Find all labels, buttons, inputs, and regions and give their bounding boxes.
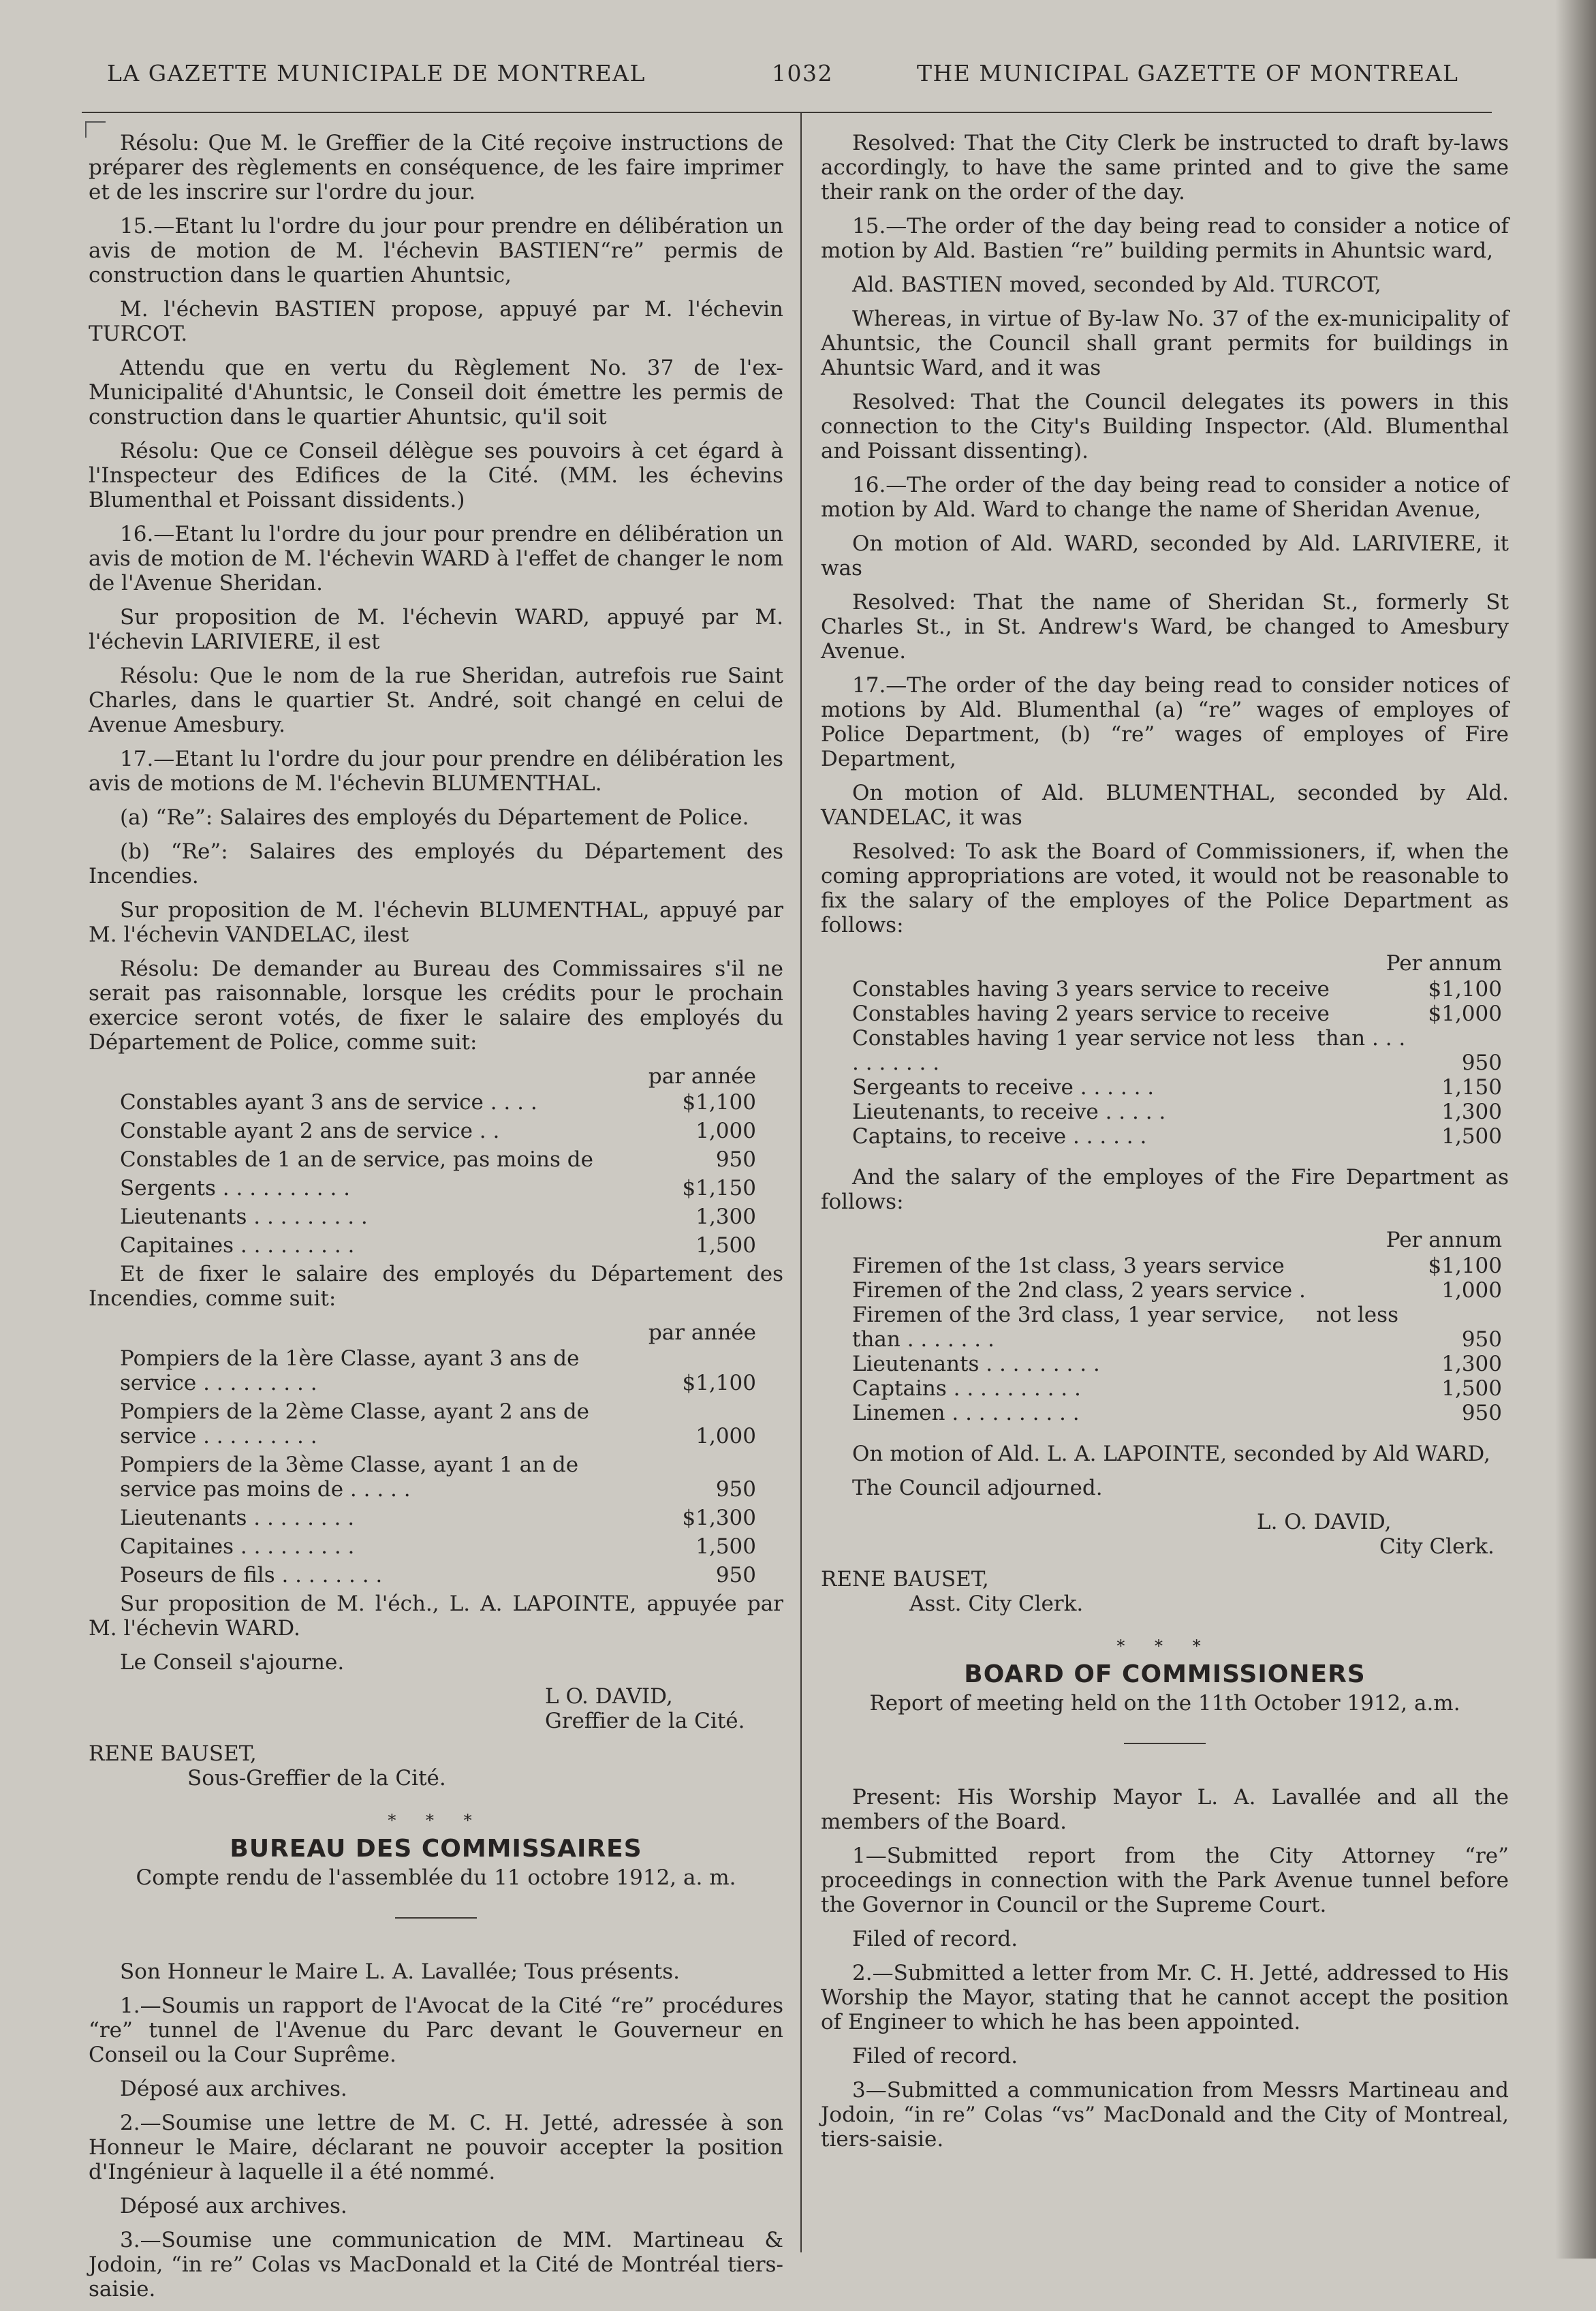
row-amount: 1,500 <box>695 1233 756 1258</box>
table-row <box>821 977 1509 1002</box>
row-label: Constables ayant 3 ans de service . . . . <box>120 1090 537 1115</box>
police-salary-head: Per annum <box>1386 951 1502 976</box>
table-row <box>821 1026 1509 1075</box>
row-label: Firemen of the 2nd class, 2 years service . <box>852 1278 1306 1303</box>
paragraph: Le Conseil s'ajourne. <box>120 1650 345 1675</box>
paragraph: (a) “Re”: Salaires des employés du Département de Police. <box>120 805 749 830</box>
header-title-english: THE MUNICIPAL GAZETTE OF MONTREAL <box>917 60 1459 87</box>
table-row <box>821 1401 1509 1425</box>
row-amount: $1,100 <box>682 1371 756 1395</box>
signature-title: Sous-Greffier de la Cité. <box>187 1766 446 1790</box>
paragraph: Déposé aux archives. <box>120 2077 347 2101</box>
row-amount: 1,000 <box>695 1119 756 1143</box>
police-salary-head: par année <box>648 1064 756 1089</box>
header-rule <box>82 112 1492 113</box>
paragraph: On motion of Ald. L. A. LAPOINTE, seconded by Ald WARD, <box>852 1442 1491 1466</box>
fire-salary-head: par année <box>648 1320 756 1345</box>
table-row <box>821 1303 1509 1352</box>
paragraph: On motion of Ald. BLUMENTHAL, seconded by Ald. VANDELAC, it was <box>821 781 1509 830</box>
paragraph: Sur proposition de M. l'échevin WARD, appuyé par M. l'échevin LARIVIERE, il est <box>89 605 783 654</box>
row-amount: 950 <box>715 1563 756 1587</box>
paragraph: 1—Submitted report from the City Attorney “re” proceedings in connection with the Park Avenue tunnel before the Governor in Council or the Supreme Court. <box>821 1844 1509 1917</box>
table-row <box>821 1100 1509 1124</box>
signature-title: Greffier de la Cité. <box>545 1709 745 1733</box>
signature-title: City Clerk. <box>1379 1534 1495 1559</box>
row-amount: 1,000 <box>1441 1278 1502 1303</box>
row-amount: 1,500 <box>1441 1124 1502 1149</box>
table-row <box>89 1346 783 1395</box>
row-label: Linemen . . . . . . . . . . <box>852 1401 1080 1425</box>
signature-name: RENE BAUSET, <box>89 1741 257 1766</box>
paragraph: Attendu que en vertu du Règlement No. 37 de l'ex-Municipalité d'Ahuntsic, le Conseil doit émettre les permis de construction dans le quartier Ahuntsic, qu'il soit <box>89 356 783 429</box>
police-salary-table <box>821 977 1509 1149</box>
row-label: Lieutenants . . . . . . . . <box>120 1506 355 1530</box>
table-row <box>821 1002 1509 1026</box>
row-label: Lieutenants . . . . . . . . . <box>852 1352 1100 1376</box>
paragraph: Resolved: That the Council delegates its powers in this connection to the City's Building Inspector. (Ald. Blumenthal and Poissant dissenting). <box>821 390 1509 463</box>
row-label: Captains, to receive . . . . . . <box>852 1124 1147 1149</box>
row-amount: 950 <box>715 1477 756 1502</box>
signature-title: Asst. City Clerk. <box>909 1592 1084 1616</box>
table-row <box>89 1453 783 1502</box>
row-amount: 1,300 <box>1441 1352 1502 1376</box>
section-divider-stars: * * * <box>1116 1637 1213 1656</box>
paragraph: 15.—The order of the day being read to consider a notice of motion by Ald. Bastien “re” building permits in Ahuntsic ward, <box>821 214 1509 263</box>
row-label: Pompiers de la 1ère Classe, ayant 3 ans de <box>120 1346 580 1371</box>
row-label: Constables having 3 years service to receive <box>852 977 1330 1002</box>
paragraph: And the salary of the employes of the Fire Department as follows: <box>821 1165 1509 1214</box>
paragraph: Et de fixer le salaire des employés du Département des Incendies, comme suit: <box>89 1262 783 1311</box>
paragraph: Resolved: That the name of Sheridan St., formerly St Charles St., in St. Andrew's Ward, be changed to Amesbury Avenue. <box>821 590 1509 664</box>
spacer <box>821 1425 1509 1442</box>
signature-name: L O. DAVID, <box>545 1684 673 1709</box>
row-amount: 1,150 <box>1441 1075 1502 1100</box>
row-label: Captains . . . . . . . . . . <box>852 1376 1081 1401</box>
row-label: Capitaines . . . . . . . . . <box>120 1534 355 1559</box>
paragraph: Resolved: That the City Clerk be instructed to draft by-laws accordingly, to have the same printed and to give the same their rank on the order of the day. <box>821 131 1509 204</box>
section-title: BUREAU DES COMMISSAIRES <box>230 1835 642 1863</box>
table-row <box>89 1147 783 1172</box>
row-label-continued: service . . . . . . . . . <box>120 1424 317 1448</box>
row-label: Lieutenants . . . . . . . . . <box>120 1205 368 1229</box>
row-amount: 950 <box>1461 1051 1502 1075</box>
paragraph: 16.—The order of the day being read to consider a notice of motion by Ald. Ward to change the name of Sheridan Avenue, <box>821 473 1509 522</box>
page-header <box>0 60 1596 95</box>
row-amount: $1,100 <box>682 1090 756 1115</box>
row-label: Sergeants to receive . . . . . . <box>852 1075 1155 1100</box>
row-label: Sergents . . . . . . . . . . <box>120 1176 351 1200</box>
row-label-continued: than . . . . . . . . . . <box>852 1026 1406 1075</box>
row-amount: 1,300 <box>695 1205 756 1229</box>
paragraph: Present: His Worship Mayor L. A. Lavallée and all the members of the Board. <box>821 1785 1509 1834</box>
paragraph: 17.—The order of the day being read to consider notices of motions by Ald. Blumenthal (a) “re” wages of employes of Police Department, (b) “re” wages of employes of Fire Department, <box>821 673 1509 771</box>
english-column <box>821 131 1509 2161</box>
table-row <box>821 1376 1509 1401</box>
table-row <box>821 1254 1509 1278</box>
paragraph: Ald. BASTIEN moved, seconded by Ald. TURCOT, <box>852 273 1381 297</box>
row-label: Capitaines . . . . . . . . . <box>120 1233 355 1258</box>
table-row <box>89 1563 783 1587</box>
table-row <box>821 1075 1509 1100</box>
row-label-continued: service . . . . . . . . . <box>120 1371 317 1395</box>
paragraph: 3—Submitted a communication from Messrs Martineau and Jodoin, “in re” Colas “vs” MacDonald and the City of Montreal, tiers-saisie. <box>821 2078 1509 2152</box>
row-amount: 1,500 <box>695 1534 756 1559</box>
paragraph: Resolved: To ask the Board of Commissioners, if, when the coming appropriations are voted, it would not be reasonable to fix the salary of the employes of the Police Department as follows: <box>821 839 1509 937</box>
row-amount: $1,100 <box>1428 977 1502 1002</box>
table-row <box>89 1233 783 1258</box>
row-amount: 1,500 <box>1441 1376 1502 1401</box>
paragraph: Résolu: Que le nom de la rue Sheridan, autrefois rue Saint Charles, dans le quartier St. André, soit changé en celui de Avenue Amesbury. <box>89 664 783 737</box>
table-row <box>821 1352 1509 1376</box>
fire-salary-table <box>89 1346 783 1587</box>
section-divider-stars: * * * <box>388 1811 484 1830</box>
paragraph: The Council adjourned. <box>852 1476 1103 1500</box>
police-salary-table <box>89 1090 783 1258</box>
paragraph: 16.—Etant lu l'ordre du jour pour prendre en délibération un avis de motion de M. l'échevin WARD à l'effet de changer le nom de l'Avenue Sheridan. <box>89 522 783 595</box>
paragraph: Filed of record. <box>852 2044 1018 2068</box>
table-row <box>89 1205 783 1229</box>
paragraph: Déposé aux archives. <box>120 2194 347 2218</box>
row-label: Lieutenants, to receive . . . . . <box>852 1100 1166 1124</box>
fire-salary-head: Per annum <box>1386 1228 1502 1252</box>
paragraph: Filed of record. <box>852 1927 1018 1951</box>
paragraph: Résolu: Que M. le Greffier de la Cité reçoive instructions de préparer des règlements en conséquence, de les faire imprimer et de les inscrire sur l'ordre du jour. <box>89 131 783 204</box>
paragraph: 1.—Soumis un rapport de l'Avocat de la Cité “re” procédures “re” tunnel de l'Avenue du Parc devant le Gouverneur en Conseil ou la Cour Suprême. <box>89 1994 783 2067</box>
spacer <box>821 1149 1509 1165</box>
row-amount: 1,300 <box>1441 1100 1502 1124</box>
paragraph: M. l'échevin BASTIEN propose, appuyé par M. l'échevin TURCOT. <box>89 297 783 346</box>
table-row <box>89 1176 783 1200</box>
paragraph: Résolu: De demander au Bureau des Commissaires s'il ne serait pas raisonnable, lorsque les crédits pour le prochain exercice seront votés, de fixer le salaire des employés du Département de Police, comme suit: <box>89 957 783 1055</box>
header-title-french: LA GAZETTE MUNICIPALE DE MONTREAL <box>107 60 646 87</box>
section-title: BOARD OF COMMISSIONERS <box>964 1660 1366 1688</box>
paragraph: 2.—Soumise une lettre de M. C. H. Jetté, adressée à son Honneur le Maire, déclarant ne pouvoir accepter la position d'Ingénieur à laquelle il a été nommé. <box>89 2111 783 2184</box>
table-row <box>89 1399 783 1448</box>
row-label: Constables having 2 years service to receive <box>852 1002 1330 1026</box>
signature-name: L. O. DAVID, <box>1257 1510 1392 1534</box>
table-row <box>89 1534 783 1559</box>
row-label: Pompiers de la 3ème Classe, ayant 1 an de <box>120 1453 579 1477</box>
row-label: Firemen of the 3rd class, 1 year service, <box>852 1303 1285 1327</box>
row-label: Constables having 1 year service not less <box>852 1026 1296 1051</box>
table-row <box>821 1278 1509 1303</box>
paragraph: On motion of Ald. WARD, seconded by Ald. LARIVIERE, it was <box>821 531 1509 580</box>
paragraph: 15.—Etant lu l'ordre du jour pour prendre en délibération un avis de motion de M. l'échevin BASTIEN“re” permis de construction dans le quartien Ahuntsic, <box>89 214 783 288</box>
fire-salary-table <box>821 1254 1509 1425</box>
row-amount: $1,100 <box>1428 1254 1502 1278</box>
table-row <box>89 1119 783 1143</box>
row-amount: $1,150 <box>682 1176 756 1200</box>
paragraph: (b) “Re”: Salaires des employés du Département des Incendies. <box>89 839 783 888</box>
paragraph: Son Honneur le Maire L. A. Lavallée; Tous présents. <box>120 1959 680 1984</box>
row-label-continued: not less than . . . . . . . <box>852 1303 1398 1352</box>
short-rule <box>1124 1743 1206 1744</box>
paragraph: Sur proposition de M. l'échevin BLUMENTHAL, appuyé par M. l'échevin VANDELAC, ilest <box>89 898 783 947</box>
paragraph: Sur proposition de M. l'éch., L. A. LAPOINTE, appuyée par M. l'échevin WARD. <box>89 1592 783 1641</box>
row-amount: $1,000 <box>1428 1002 1502 1026</box>
row-label-continued: service pas moins de . . . . . <box>120 1477 411 1502</box>
page-number: 1032 <box>772 60 833 87</box>
table-row <box>89 1090 783 1115</box>
table-row <box>821 1124 1509 1149</box>
row-amount: $1,300 <box>682 1506 756 1530</box>
section-subtitle: Report of meeting held on the 11th October 1912, a.m. <box>869 1691 1460 1716</box>
short-rule <box>395 1917 477 1919</box>
row-label: Constable ayant 2 ans de service . . <box>120 1119 500 1143</box>
row-label: Pompiers de la 2ème Classe, ayant 2 ans de <box>120 1399 590 1424</box>
row-amount: 950 <box>1461 1327 1502 1352</box>
row-amount: 950 <box>715 1147 756 1172</box>
table-row <box>89 1506 783 1530</box>
row-label: Firemen of the 1st class, 3 years service <box>852 1254 1285 1278</box>
signature-name: RENE BAUSET, <box>821 1567 989 1592</box>
row-label: Poseurs de fils . . . . . . . . <box>120 1563 383 1587</box>
paragraph: Whereas, in virtue of By-law No. 37 of the ex-municipality of Ahuntsic, the Council shall grant permits for buildings in Ahuntsic Ward, and it was <box>821 307 1509 380</box>
column-divider <box>800 113 802 2252</box>
row-label: Constables de 1 an de service, pas moins de <box>120 1147 593 1172</box>
section-subtitle: Compte rendu de l'assemblée du 11 octobre 1912, a. m. <box>136 1865 736 1890</box>
paragraph: 2.—Submitted a letter from Mr. C. H. Jetté, addressed to His Worship the Mayor, stating that he cannot accept the position of Engineer to which he has been appointed. <box>821 1961 1509 2034</box>
paragraph: 17.—Etant lu l'ordre du jour pour prendre en délibération les avis de motions de M. l'échevin BLUMENTHAL. <box>89 747 783 796</box>
french-column <box>89 131 783 2311</box>
row-amount: 1,000 <box>695 1424 756 1448</box>
page-edge-shadow <box>1555 0 1596 2259</box>
row-amount: 950 <box>1461 1401 1502 1425</box>
paragraph: 3.—Soumise une communication de MM. Martineau & Jodoin, “in re” Colas vs MacDonald et la Cité de Montréal tiers-saisie. <box>89 2228 783 2301</box>
paragraph: Résolu: Que ce Conseil délègue ses pouvoirs à cet égard à l'Inspecteur des Edifices de la Cité. (MM. les échevins Blumenthal et Poissant dissidents.) <box>89 439 783 512</box>
